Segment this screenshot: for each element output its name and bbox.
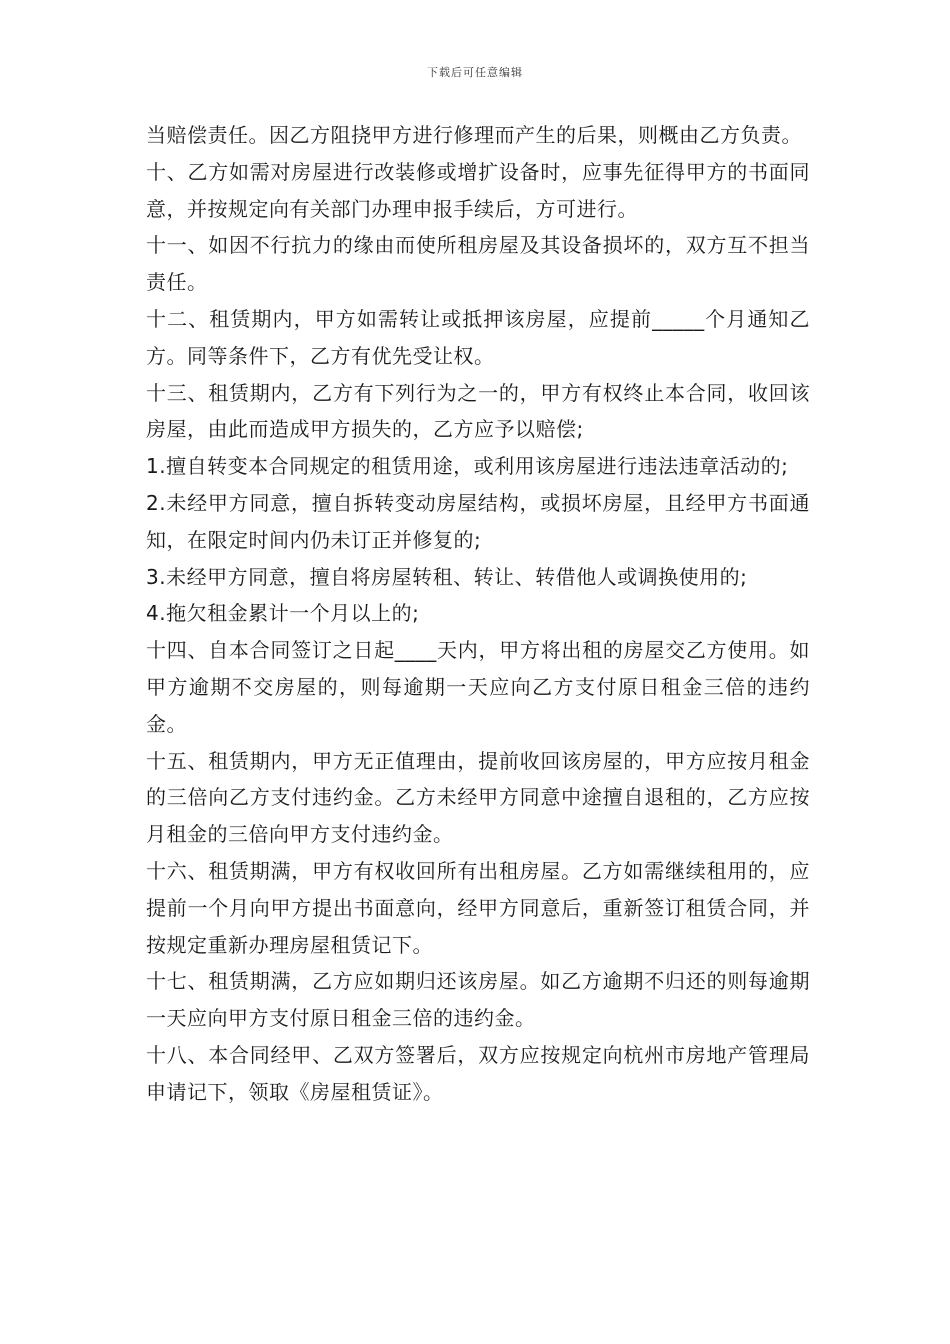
page-header: 下载后可任意编辑 xyxy=(427,66,523,79)
clause-17: 十七、租赁期满，乙方应如期归还该房屋。如乙方逾期不归还的则每逾期一天应向甲方支付原日租金三倍的违约金。 xyxy=(146,969,810,1031)
clause-10: 十、乙方如需对房屋进行改装修或增扩设备时，应事先征得甲方的书面同意，并按规定向有关部门办理申报手续后，方可进行。 xyxy=(146,159,810,221)
clause-13: 十三、租赁期内，乙方有下列行为之一的，甲方有权终止本合同，收回该房屋，由此而造成甲方损失的，乙方应予以赔偿; xyxy=(146,380,810,442)
clause-14: 十四、自本合同签订之日起____天内，甲方将出租的房屋交乙方使用。如甲方逾期不交房屋的，则每逾期一天应向乙方支付原日租金三倍的违约金。 xyxy=(146,638,810,736)
document-body xyxy=(146,117,810,1111)
clause-13-item-1: 1.擅自转变本合同规定的租赁用途，或利用该房屋进行违法违章活动的; xyxy=(146,454,789,479)
clause-13-item-2: 2.未经甲方同意，擅自拆转变动房屋结构，或损坏房屋，且经甲方书面通知，在限定时间内仍未订正并修复的; xyxy=(146,490,810,552)
clause-12: 十二、租赁期内，甲方如需转让或抵押该房屋，应提前_____个月通知乙方。同等条件下，乙方有优先受让权。 xyxy=(146,306,810,368)
clause-15: 十五、租赁期内，甲方无正值理由，提前收回该房屋的，甲方应按月租金的三倍向乙方支付违约金。乙方未经甲方同意中途擅自退租的，乙方应按月租金的三倍向甲方支付违约金。 xyxy=(146,748,810,847)
clause-16: 十六、租赁期满，甲方有权收回所有出租房屋。乙方如需继续租用的，应提前一个月向甲方提出书面意向，经甲方同意后，重新签订租赁合同，并按规定重新办理房屋租赁记下。 xyxy=(146,858,810,957)
clause-13-item-3: 3.未经甲方同意，擅自将房屋转租、转让、转借他人或调换使用的; xyxy=(146,564,748,589)
clause-13-item-4: 4.拖欠租金累计一个月以上的; xyxy=(146,601,420,626)
clause-11: 十一、如因不行抗力的缘由而使所租房屋及其设备损坏的，双方互不担当责任。 xyxy=(146,233,810,295)
clause-18: 十八、本合同经甲、乙双方签署后，双方应按规定向杭州市房地产管理局申请记下，领取《房屋租赁证》。 xyxy=(146,1042,810,1104)
paragraph-compensation-tail: 当赔偿责任。因乙方阻挠甲方进行修理而产生的后果，则概由乙方负责。 xyxy=(146,123,802,147)
